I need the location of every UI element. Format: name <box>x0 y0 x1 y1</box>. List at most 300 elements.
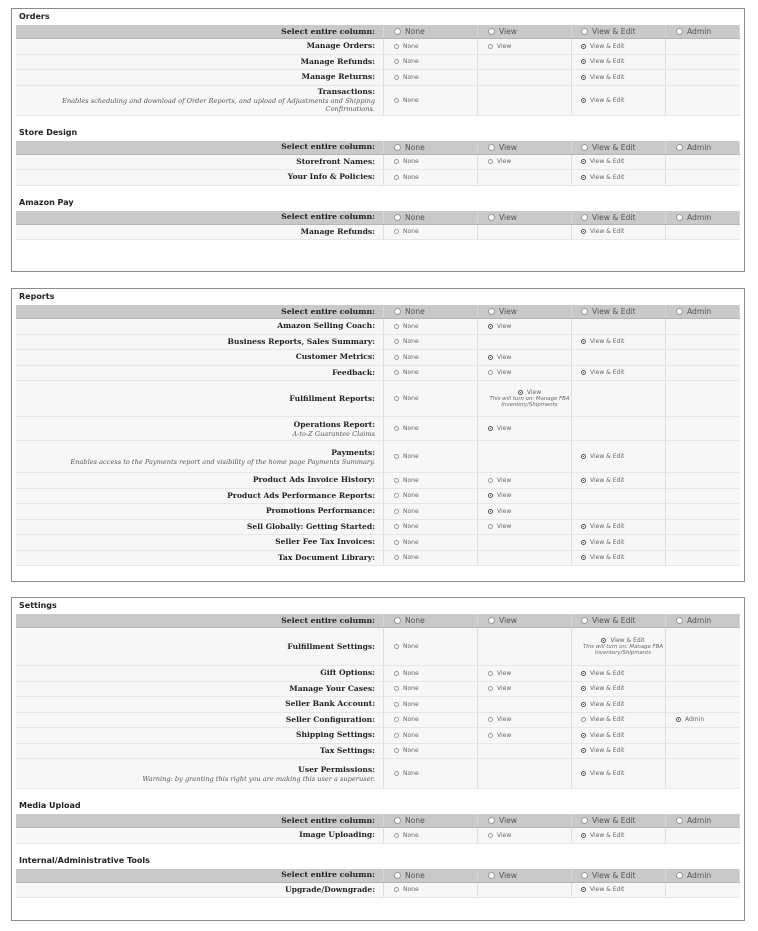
view-option[interactable] <box>488 477 511 484</box>
none-option[interactable] <box>394 74 419 81</box>
admin-cell <box>666 155 740 170</box>
edit-cell <box>572 628 666 665</box>
edit-option[interactable] <box>581 143 635 152</box>
view-option[interactable] <box>488 732 511 739</box>
radio-unchecked[interactable] <box>394 324 399 329</box>
radio-checked[interactable] <box>581 229 586 234</box>
radio-unchecked[interactable] <box>581 617 588 624</box>
none-option[interactable] <box>394 453 419 460</box>
view-option[interactable] <box>488 369 511 376</box>
radio-checked[interactable] <box>581 671 586 676</box>
none-option[interactable] <box>394 354 419 361</box>
radio-unchecked[interactable] <box>488 159 493 164</box>
none-option[interactable] <box>394 97 419 104</box>
edit-option[interactable] <box>581 453 624 460</box>
none-cell <box>384 305 478 318</box>
radio-unchecked[interactable] <box>676 308 683 315</box>
admin-cell <box>666 535 740 550</box>
none-cell <box>384 883 478 898</box>
none-option-label: None <box>403 369 419 377</box>
radio-checked[interactable] <box>581 555 586 560</box>
radio-unchecked[interactable] <box>676 872 683 879</box>
edit-option[interactable] <box>581 213 635 222</box>
none-option[interactable] <box>394 323 419 330</box>
radio-unchecked[interactable] <box>394 686 399 691</box>
admin-option[interactable] <box>676 716 704 723</box>
view-cell <box>478 628 572 665</box>
permission-row <box>16 155 740 171</box>
radio-unchecked[interactable] <box>394 159 399 164</box>
radio-unchecked[interactable] <box>394 478 399 483</box>
view-option[interactable] <box>518 389 541 396</box>
view-option[interactable] <box>488 43 511 50</box>
none-option-label: None <box>405 142 425 152</box>
edit-option[interactable] <box>581 747 624 754</box>
none-cell <box>384 319 478 334</box>
radio-unchecked[interactable] <box>394 396 399 401</box>
none-option[interactable] <box>394 554 419 561</box>
admin-cell <box>666 520 740 535</box>
view-option-label: View <box>497 322 512 330</box>
edit-option[interactable] <box>581 174 624 181</box>
none-cell <box>384 614 478 627</box>
radio-checked[interactable] <box>581 733 586 738</box>
view-cell <box>478 155 572 170</box>
permission-name: Payments: <box>331 447 375 457</box>
view-option[interactable] <box>488 523 511 530</box>
admin-cell <box>666 728 740 743</box>
radio-unchecked[interactable] <box>394 617 401 624</box>
none-option[interactable] <box>394 492 419 499</box>
none-option[interactable] <box>394 213 425 222</box>
radio-unchecked[interactable] <box>394 887 399 892</box>
radio-unchecked[interactable] <box>394 540 399 545</box>
radio-unchecked[interactable] <box>581 817 588 824</box>
view-cell <box>478 744 572 759</box>
none-option-label: None <box>403 886 419 894</box>
radio-unchecked[interactable] <box>394 59 399 64</box>
radio-unchecked[interactable] <box>581 214 588 221</box>
radio-checked[interactable] <box>676 717 681 722</box>
radio-unchecked[interactable] <box>394 44 399 49</box>
radio-unchecked[interactable] <box>394 339 399 344</box>
radio-unchecked[interactable] <box>488 833 493 838</box>
none-option[interactable] <box>394 369 419 376</box>
none-option[interactable] <box>394 143 425 152</box>
permission-label-cell <box>16 504 384 519</box>
radio-unchecked[interactable] <box>394 733 399 738</box>
view-option-label: View <box>497 369 512 377</box>
view-cell <box>478 417 572 440</box>
admin-cell <box>666 504 740 519</box>
section-title: Amazon Pay <box>19 197 74 207</box>
radio-unchecked[interactable] <box>488 28 495 35</box>
none-option-label: None <box>403 58 419 66</box>
none-option[interactable] <box>394 307 425 316</box>
edit-cell <box>572 86 666 115</box>
radio-unchecked[interactable] <box>394 144 401 151</box>
radio-unchecked[interactable] <box>394 872 401 879</box>
radio-unchecked[interactable] <box>394 229 399 234</box>
view-cell <box>478 366 572 381</box>
radio-unchecked[interactable] <box>488 872 495 879</box>
view-option[interactable] <box>488 354 511 361</box>
none-option[interactable] <box>394 523 419 530</box>
edit-option[interactable] <box>581 58 624 65</box>
radio-checked[interactable] <box>488 509 493 514</box>
radio-unchecked[interactable] <box>488 524 493 529</box>
permission-label-cell <box>16 520 384 535</box>
none-option-label: None <box>403 228 419 236</box>
view-cell <box>478 666 572 681</box>
admin-cell <box>666 489 740 504</box>
permission-name: Fulfillment Settings: <box>287 641 375 651</box>
edit-option[interactable] <box>581 43 624 50</box>
none-option[interactable] <box>394 716 419 723</box>
none-cell <box>384 211 478 224</box>
view-option-label: View <box>497 476 512 484</box>
radio-unchecked[interactable] <box>488 308 495 315</box>
permission-name: Gift Options: <box>320 668 375 678</box>
none-option[interactable] <box>394 58 419 65</box>
edit-option[interactable] <box>581 27 635 36</box>
radio-checked[interactable] <box>581 771 586 776</box>
edit-option[interactable] <box>581 616 635 625</box>
edit-option[interactable] <box>581 74 624 81</box>
edit-cell <box>572 682 666 697</box>
section-amazon-pay <box>12 195 744 241</box>
radio-unchecked[interactable] <box>488 733 493 738</box>
section-title: Settings <box>19 601 57 610</box>
radio-unchecked[interactable] <box>394 454 399 459</box>
admin-cell <box>666 682 740 697</box>
view-option[interactable] <box>488 425 511 432</box>
edit-option[interactable] <box>581 477 624 484</box>
edit-option-label: View & Edit <box>592 816 636 825</box>
edit-option[interactable] <box>581 554 624 561</box>
radio-unchecked[interactable] <box>394 98 399 103</box>
none-option[interactable] <box>394 338 419 345</box>
radio-unchecked[interactable] <box>488 370 493 375</box>
admin-option-label: Admin <box>685 716 705 724</box>
none-option-label: None <box>403 538 419 546</box>
radio-unchecked[interactable] <box>394 493 399 498</box>
radio-unchecked[interactable] <box>394 644 399 649</box>
radio-unchecked[interactable] <box>488 214 495 221</box>
edit-cell <box>572 55 666 70</box>
permission-label-cell <box>16 551 384 566</box>
radio-unchecked[interactable] <box>394 75 399 80</box>
view-cell <box>478 828 572 843</box>
view-cell <box>478 55 572 70</box>
none-option-label: None <box>405 816 425 825</box>
none-option[interactable] <box>394 477 419 484</box>
edit-option[interactable] <box>581 307 635 316</box>
permission-row <box>16 535 740 551</box>
radio-unchecked[interactable] <box>394 308 401 315</box>
radio-unchecked[interactable] <box>394 833 399 838</box>
radio-unchecked[interactable] <box>394 817 401 824</box>
admin-option[interactable] <box>676 213 711 222</box>
radio-unchecked[interactable] <box>581 28 588 35</box>
none-cell <box>384 350 478 365</box>
none-option-label: None <box>403 523 419 531</box>
edit-option[interactable] <box>581 685 624 692</box>
view-option[interactable] <box>488 27 517 36</box>
permission-description: A-to-Z Guarantee Claims <box>292 429 375 438</box>
view-option[interactable] <box>488 143 517 152</box>
admin-option[interactable] <box>676 616 711 625</box>
edit-option[interactable] <box>581 670 624 677</box>
view-cell <box>478 520 572 535</box>
permission-label-cell <box>16 869 384 882</box>
radio-unchecked[interactable] <box>676 214 683 221</box>
none-option[interactable] <box>394 816 425 825</box>
radio-unchecked[interactable] <box>581 144 588 151</box>
radio-checked[interactable] <box>581 75 586 80</box>
view-option[interactable] <box>488 816 517 825</box>
radio-checked[interactable] <box>581 339 586 344</box>
radio-checked[interactable] <box>581 59 586 64</box>
none-option[interactable] <box>394 701 419 708</box>
edit-option[interactable] <box>581 539 624 546</box>
edit-cell <box>572 70 666 85</box>
edit-option[interactable] <box>581 732 624 739</box>
radio-unchecked[interactable] <box>581 872 588 879</box>
edit-option[interactable] <box>581 770 624 777</box>
edit-option-label: View & Edit <box>590 73 625 81</box>
none-option-label: None <box>403 476 419 484</box>
radio-unchecked[interactable] <box>488 617 495 624</box>
none-option[interactable] <box>394 228 419 235</box>
radio-unchecked[interactable] <box>676 617 683 624</box>
none-option[interactable] <box>394 616 425 625</box>
permission-name: Manage Your Cases: <box>289 683 375 693</box>
radio-checked[interactable] <box>518 390 523 395</box>
radio-unchecked[interactable] <box>394 702 399 707</box>
radio-unchecked[interactable] <box>488 44 493 49</box>
radio-unchecked[interactable] <box>394 771 399 776</box>
permission-description: Enables scheduling and download of Order Reports, and upload of Adjustments and Shipping Confirmations. <box>62 97 375 113</box>
radio-unchecked[interactable] <box>488 671 493 676</box>
view-option[interactable] <box>488 670 511 677</box>
edit-option[interactable] <box>581 228 624 235</box>
radio-unchecked[interactable] <box>394 671 399 676</box>
radio-unchecked[interactable] <box>394 748 399 753</box>
radio-unchecked[interactable] <box>488 478 493 483</box>
none-option[interactable] <box>394 158 419 165</box>
view-option[interactable] <box>488 158 511 165</box>
radio-unchecked[interactable] <box>488 686 493 691</box>
edit-option[interactable] <box>581 716 624 723</box>
none-option[interactable] <box>394 832 419 839</box>
edit-cell <box>572 869 666 882</box>
permission-label-cell <box>16 350 384 365</box>
none-option[interactable] <box>394 539 419 546</box>
admin-option[interactable] <box>676 816 711 825</box>
view-option[interactable] <box>488 492 511 499</box>
radio-checked[interactable] <box>581 702 586 707</box>
radio-unchecked[interactable] <box>676 28 683 35</box>
none-option[interactable] <box>394 43 419 50</box>
none-cell <box>384 628 478 665</box>
none-cell <box>384 489 478 504</box>
radio-unchecked[interactable] <box>394 175 399 180</box>
radio-checked[interactable] <box>581 833 586 838</box>
radio-checked[interactable] <box>488 426 493 431</box>
admin-cell <box>666 381 740 416</box>
radio-unchecked[interactable] <box>488 817 495 824</box>
edit-option[interactable] <box>601 637 644 644</box>
radio-checked[interactable] <box>581 887 586 892</box>
radio-checked[interactable] <box>581 454 586 459</box>
admin-option[interactable] <box>676 27 711 36</box>
edit-option-label: View & Edit <box>590 554 625 562</box>
none-option[interactable] <box>394 871 425 880</box>
edit-option[interactable] <box>581 832 624 839</box>
admin-option[interactable] <box>676 307 711 316</box>
radio-checked[interactable] <box>488 355 493 360</box>
radio-unchecked[interactable] <box>394 355 399 360</box>
view-cell <box>478 441 572 472</box>
edit-cell <box>572 828 666 843</box>
view-option[interactable] <box>488 685 511 692</box>
admin-option[interactable] <box>676 143 711 152</box>
radio-checked[interactable] <box>581 159 586 164</box>
radio-unchecked[interactable] <box>488 717 493 722</box>
none-option[interactable] <box>394 670 419 677</box>
none-option[interactable] <box>394 770 419 777</box>
radio-checked[interactable] <box>581 44 586 49</box>
radio-unchecked[interactable] <box>676 144 683 151</box>
view-option[interactable] <box>488 832 511 839</box>
view-option[interactable] <box>488 213 517 222</box>
radio-unchecked[interactable] <box>394 524 399 529</box>
none-option[interactable] <box>394 747 419 754</box>
view-option[interactable] <box>488 307 517 316</box>
none-option-label: None <box>403 747 419 755</box>
none-option[interactable] <box>394 425 419 432</box>
permission-name: Product Ads Performance Reports: <box>227 490 375 500</box>
view-option[interactable] <box>488 616 517 625</box>
view-cell <box>478 728 572 743</box>
permission-row <box>16 628 740 666</box>
permission-label-cell <box>16 759 384 788</box>
edit-option[interactable] <box>581 158 624 165</box>
radio-checked[interactable] <box>488 493 493 498</box>
radio-checked[interactable] <box>581 524 586 529</box>
permission-row <box>16 728 740 744</box>
permissions-panel <box>11 8 745 272</box>
view-option[interactable] <box>488 508 511 515</box>
none-option[interactable] <box>394 395 419 402</box>
none-cell <box>384 744 478 759</box>
permission-name: Select entire column: <box>281 212 375 221</box>
none-option[interactable] <box>394 27 425 36</box>
edit-option[interactable] <box>581 97 624 104</box>
edit-cell <box>572 744 666 759</box>
view-option[interactable] <box>488 716 511 723</box>
radio-unchecked[interactable] <box>394 426 399 431</box>
admin-option[interactable] <box>676 871 711 880</box>
radio-checked[interactable] <box>601 638 606 643</box>
none-option-label: None <box>405 27 425 36</box>
none-option[interactable] <box>394 643 419 650</box>
edit-option[interactable] <box>581 338 624 345</box>
permission-label-cell <box>16 170 384 185</box>
none-cell <box>384 814 478 827</box>
none-option[interactable] <box>394 886 419 893</box>
radio-checked[interactable] <box>581 748 586 753</box>
edit-option[interactable] <box>581 523 624 530</box>
none-cell <box>384 666 478 681</box>
radio-unchecked[interactable] <box>394 214 401 221</box>
edit-cell <box>572 319 666 334</box>
edit-option[interactable] <box>581 871 635 880</box>
none-cell <box>384 713 478 728</box>
radio-checked[interactable] <box>581 370 586 375</box>
view-option-label: View <box>497 831 512 839</box>
radio-checked[interactable] <box>581 175 586 180</box>
none-option[interactable] <box>394 174 419 181</box>
edit-option-label: View & Edit <box>590 228 625 236</box>
radio-checked[interactable] <box>581 98 586 103</box>
view-option-label: View <box>497 425 512 432</box>
edit-cell <box>572 141 666 154</box>
view-option-label: View <box>526 388 542 396</box>
radio-checked[interactable] <box>488 324 493 329</box>
edit-cell <box>572 883 666 898</box>
edit-option[interactable] <box>581 369 624 376</box>
none-option-label: None <box>405 212 425 222</box>
radio-checked[interactable] <box>581 686 586 691</box>
radio-checked[interactable] <box>581 478 586 483</box>
none-cell <box>384 39 478 54</box>
none-option[interactable] <box>394 508 419 515</box>
permission-name: Manage Returns: <box>301 72 375 82</box>
admin-cell <box>666 39 740 54</box>
radio-unchecked[interactable] <box>581 717 586 722</box>
permission-name: Storefront Names: <box>296 156 375 166</box>
permission-name: Shipping Settings: <box>296 730 375 740</box>
edit-option[interactable] <box>581 816 635 825</box>
none-option[interactable] <box>394 685 419 692</box>
radio-unchecked[interactable] <box>394 717 399 722</box>
radio-unchecked[interactable] <box>488 144 495 151</box>
radio-unchecked[interactable] <box>394 509 399 514</box>
none-option-label: None <box>403 507 419 515</box>
edit-cell <box>572 489 666 504</box>
view-cell <box>478 814 572 827</box>
edit-cell <box>572 381 666 416</box>
view-option[interactable] <box>488 323 511 330</box>
radio-unchecked[interactable] <box>394 28 401 35</box>
radio-checked[interactable] <box>581 540 586 545</box>
none-option[interactable] <box>394 732 419 739</box>
admin-cell <box>666 814 740 827</box>
radio-unchecked[interactable] <box>581 308 588 315</box>
edit-option-label: View & Edit <box>592 142 636 152</box>
view-option[interactable] <box>488 871 517 880</box>
admin-cell <box>666 305 740 318</box>
radio-unchecked[interactable] <box>394 370 399 375</box>
permission-name: Select entire column: <box>281 306 375 316</box>
radio-unchecked[interactable] <box>676 817 683 824</box>
radio-unchecked[interactable] <box>394 555 399 560</box>
edit-option[interactable] <box>581 886 624 893</box>
edit-option[interactable] <box>581 701 624 708</box>
permission-label-cell <box>16 744 384 759</box>
